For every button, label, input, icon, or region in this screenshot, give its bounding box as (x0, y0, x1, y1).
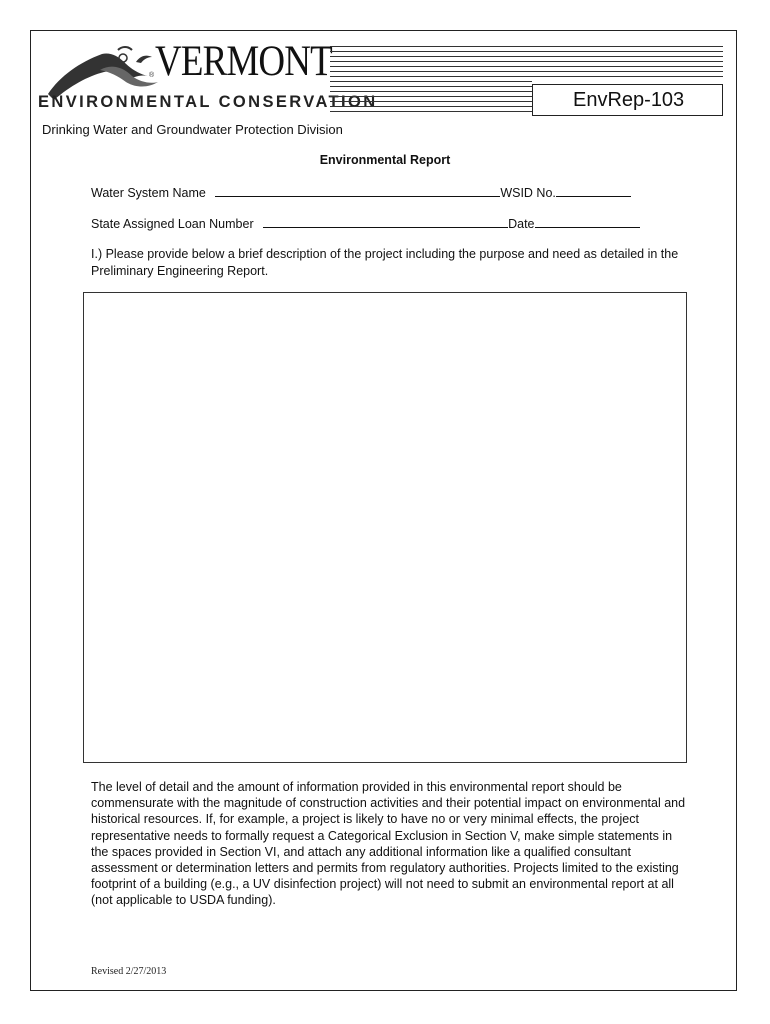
field-row-water-system (91, 184, 631, 200)
page-title: Environmental Report (319, 153, 451, 167)
date-label: Date (508, 217, 535, 231)
project-description-box[interactable] (83, 292, 687, 763)
date-input[interactable] (535, 215, 640, 228)
water-system-name-label: Water System Name (91, 186, 206, 200)
form-id-box: EnvRep-103 (532, 84, 723, 116)
revised-date: Revised 2/27/2013 (91, 966, 167, 977)
loan-number-input[interactable] (263, 215, 508, 228)
section-1-prompt: I.) Please provide below a brief description of the project including the purpose and need as detailed in the Preliminary Engineering Report. (91, 247, 679, 278)
registered-mark: ® (149, 72, 155, 79)
wsid-label: WSID No. (500, 186, 556, 200)
logo-wordmark: VERMONT (155, 38, 332, 85)
wsid-input[interactable] (556, 184, 631, 197)
guidance-paragraph: The level of detail and the amount of information provided in this environmental report should be commensurate with the magnitude of construction activities and their potential impact on environmental and historical resources. If, for example, a project is likely to have no or very minimal effects, the project representative needs to formally request a Categorical Exclusion in Section V, make simple statements in the spaces provided in Section VI, and attach any additional information like a qualified consultant assessment or determination letters and permits from regulatory authorities. Projects limited to the existing footprint of a building (e.g., a UV disinfection project) will not need to submit an environmental report at all (not applicable to USDA funding). (91, 780, 686, 908)
logo-subtitle: ENVIRONMENTAL CONSERVATION (38, 93, 378, 111)
division-name: Drinking Water and Groundwater Protection Division (42, 122, 343, 137)
loan-number-label: State Assigned Loan Number (91, 217, 254, 231)
field-row-loan (91, 215, 640, 231)
water-system-name-input[interactable] (215, 184, 500, 197)
